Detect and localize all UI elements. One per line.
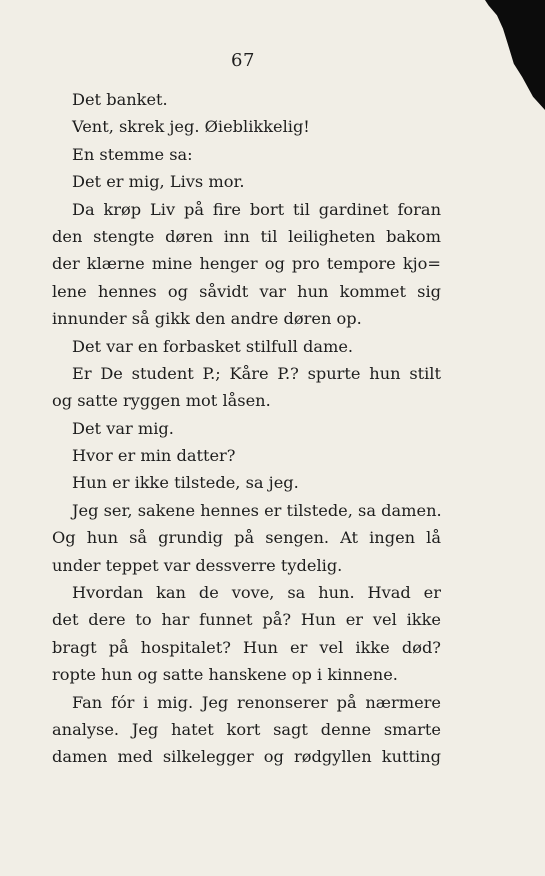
text-line: Hvor er min datter? [72,446,236,466]
text-line: der klærne mine henger og pro tempore kjo= [52,254,441,274]
text-line: analyse. Jeg hatet kort sagt denne smarte [52,719,441,739]
text-line: ropte hun og satte hanskene op i kinnene. [52,665,398,685]
text-line: damen med silkelegger og rødgyllen kutting [52,747,441,767]
torn-corner [485,0,545,110]
body-text [52,86,441,771]
text-line: Det var mig. [72,418,174,438]
text-line: under teppet var dessverre tydelig. [52,555,343,575]
text-line: Hvordan kan de vove, sa hun. Hvad er [72,583,441,603]
text-line: Det var en forbasket stilfull dame. [72,336,354,356]
text-line: bragt på hospitalet? Hun er vel ikke død? [52,637,441,657]
page-number: 67 [231,50,255,71]
text-line: Hun er ikke tilstede, sa jeg. [72,473,299,493]
text-line: Og hun så grundig på sengen. At ingen lå [52,528,441,548]
text-line: Er De student P.; Kåre P.? spurte hun stilt [72,363,441,383]
text-line: Da krøp Liv på fire bort til gardinet foran [72,199,441,219]
text-line: Det er mig, Livs mor. [72,172,245,192]
text-line: Jeg ser, sakene hennes er tilstede, sa damen. [72,500,442,520]
text-line: Vent, skrek jeg. Øieblikkelig! [72,117,310,137]
text-line: innunder så gikk den andre døren op. [52,309,362,329]
text-line: Det banket. [72,90,168,109]
text-line: den stengte døren inn til leiligheten bakom [52,226,441,246]
text-line: lene hennes og såvidt var hun kommet sig [52,281,441,301]
text-line: og satte ryggen mot låsen. [52,391,271,411]
text-line: En stemme sa: [72,144,193,164]
text-line: det dere to har funnet på? Hun er vel ikke [52,610,441,630]
text-line: Fan fór i mig. Jeg renonserer på nærmere [72,692,441,712]
